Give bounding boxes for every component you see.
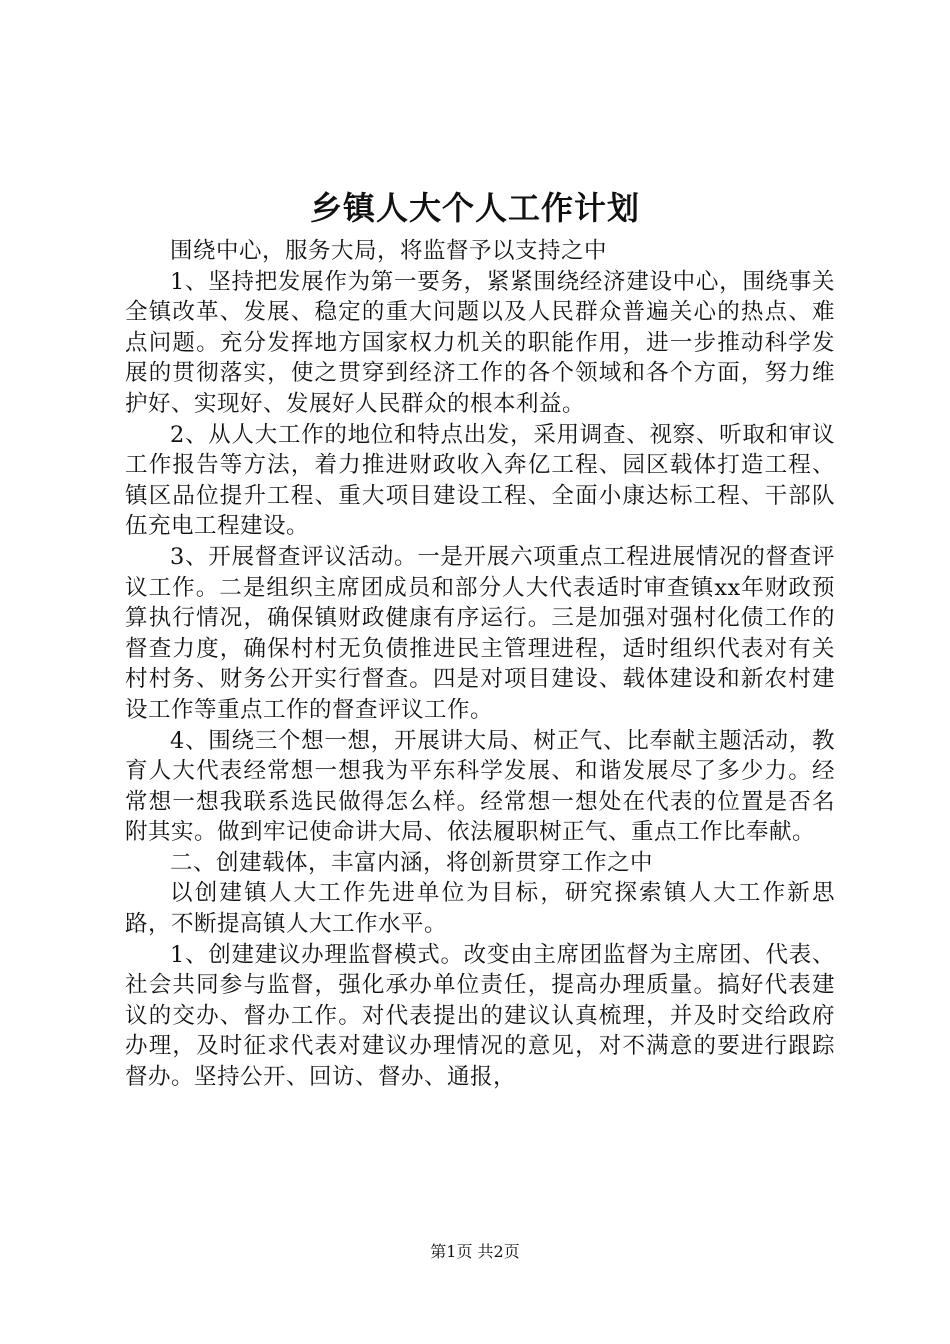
document-title: 乡镇人大个人工作计划 xyxy=(309,189,640,227)
paragraph: 2、从人大工作的地位和特点出发，采用调查、视察、听取和审议工作报告等方法，着力推进财政收入奔亿工程、园区载体打造工程、镇区品位提升工程、重大项目建设工程、全面小康达标工程、干部队伍充电工程建设。 xyxy=(125,421,835,540)
page-footer: 第1页 共2页 xyxy=(430,1242,520,1261)
paragraph: 4、围绕三个想一想，开展讲大局、树正气、比奉献主题活动，教育人大代表经常想一想我为平东科学发展、和谐发展尽了多少力。经常想一想我联系选民做得怎么样。经常想一想处在代表的位置是否名附其实。做到牢记使命讲大局、依法履职树正气、重点工作比奉献。 xyxy=(125,727,835,846)
section-heading: 二、创建载体，丰富内涵，将创新贯穿工作之中 xyxy=(170,849,654,876)
section-heading: 围绕中心，服务大局，将监督予以支持之中 xyxy=(170,238,608,264)
paragraph: 3、开展督查评议活动。一是开展六项重点工程进展情况的督查评议工作。二是组织主席团成员和部分人大代表适时审查镇xx年财政预算执行情况，确保镇财政健康有序运行。三是加强对强村化债工作的督查力度，确保村村无负债推进民主管理进程，适时组织代表对有关村村务、财务公开实行督查。四是对项目建设、载体建设和新农村建设工作等重点工作的督查评议工作。 xyxy=(125,543,835,723)
paragraph: 1、坚持把发展作为第一要务，紧紧围绕经济建设中心，围绕事关全镇改革、发展、稳定的重大问题以及人民群众普遍关心的热点、难点问题。充分发挥地方国家权力机关的职能作用，进一步推动科学发展的贯彻落实，使之贯穿到经济工作的各个领域和各个方面，努力维护好、实现好、发展好人民群众的根本利益。 xyxy=(125,268,835,417)
document-body xyxy=(125,236,835,1093)
paragraph: 1、创建建议办理监督模式。改变由主席团监督为主席团、代表、社会共同参与监督，强化承办单位责任，提高办理质量。搞好代表建议的交办、督办工作。对代表提出的建议认真梳理，并及时交给政府办理，及时征求代表对建议办理情况的意见，对不满意的要进行跟踪督办。坚持公开、回访、督办、通报， xyxy=(125,941,835,1091)
paragraph: 以创建镇人大工作先进单位为目标，研究探索镇人大工作新思路，不断提高镇人大工作水平。 xyxy=(125,880,835,938)
